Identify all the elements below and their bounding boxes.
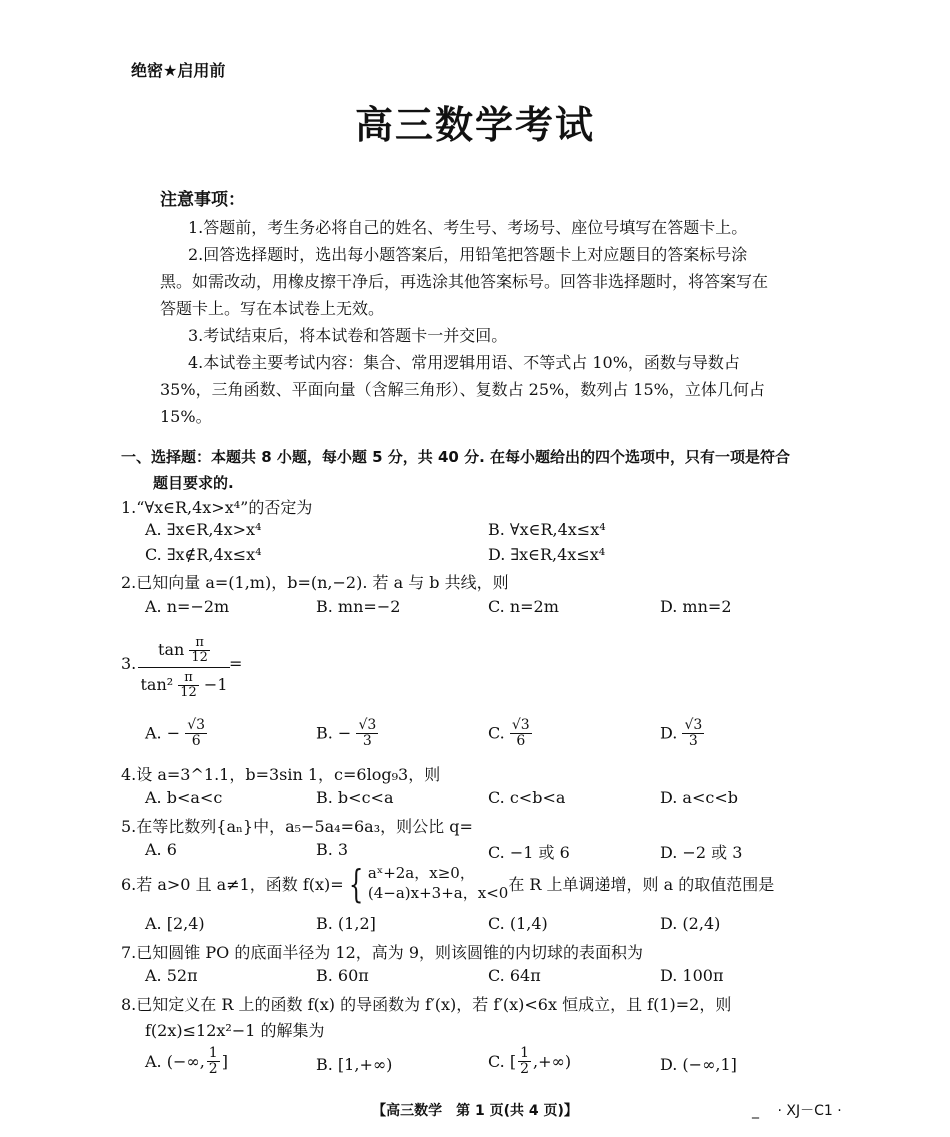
case-1: aˣ+2a，x≥0，: [367, 864, 475, 882]
option-c-post: ,+∞): [533, 1052, 572, 1072]
one-half: [207, 1046, 220, 1078]
question-3-fraction: [138, 633, 230, 702]
question-7-option-b: B. 60π: [316, 966, 369, 985]
six: 6: [191, 733, 201, 750]
notice-line-4: 答题卡上。写在本试卷上无效。: [160, 299, 385, 318]
notice-line-7: 35%，三角函数、平面向量（含解三角形）、复数占 25%，数列占 15%，立体几何占: [160, 380, 765, 399]
sqrt3-over-3: [682, 718, 704, 750]
question-5-stem: 5.在等比数列{aₙ}中，a₅−5a₄=6a₃，则公比 q=: [121, 817, 473, 836]
question-3-number: 3.: [121, 654, 137, 673]
sqrt3-over-3: [356, 718, 378, 750]
question-3-option-a: [145, 718, 207, 750]
question-8-stem-line1: 8.已知定义在 R 上的函数 f(x) 的导函数为 f′(x)，若 f′(x)<6x 恒成立，且 f(1)=2，则: [121, 995, 732, 1014]
question-2-option-a: A. n=−2m: [145, 597, 230, 616]
option-label: D.: [660, 723, 678, 743]
sqrt3: √3: [684, 717, 703, 733]
notice-line-6: 4.本试卷主要考试内容：集合、常用逻辑用语、不等式占 10%，函数与导数占: [188, 353, 740, 372]
question-4-stem: 4.设 a=3^1.1，b=3sin 1，c=6log₉3，则: [121, 765, 441, 784]
question-4-option-a: A. b<a<c: [145, 788, 223, 807]
question-6-option-a: A. [2,4): [145, 914, 205, 933]
sqrt3: √3: [358, 717, 377, 733]
three: 3: [688, 733, 698, 750]
question-4-option-b: B. b<c<a: [316, 788, 394, 807]
question-1-option-c: C. ∃x∉R,4x≤x⁴: [145, 545, 262, 564]
six: 6: [516, 733, 526, 750]
one: 1: [208, 1045, 218, 1061]
notice-line-5: 3.考试结束后，将本试卷和答题卡一并交回。: [188, 326, 508, 345]
question-6-option-c: C. (1,4): [488, 914, 548, 933]
page-title: 高三数学考试: [354, 103, 595, 147]
one: 1: [520, 1045, 530, 1061]
question-4-option-d: D. a<c<b: [660, 788, 738, 807]
question-3-option-b: [316, 718, 378, 750]
question-2-option-d: D. mn=2: [660, 597, 732, 616]
question-6-option-b: B. (1,2]: [316, 914, 376, 933]
section-heading-cont: 题目要求的.: [153, 474, 234, 492]
question-5-option-d: D. −2 或 3: [660, 843, 743, 862]
option-label: B. −: [316, 723, 352, 743]
question-3-equals: =: [229, 654, 243, 673]
twelve-label: 12: [180, 685, 197, 700]
question-3-numerator: [138, 633, 230, 668]
question-5-option-a: A. 6: [145, 840, 177, 859]
tan-label: tan: [158, 640, 185, 659]
notice-title: 注意事项：: [160, 190, 245, 210]
question-3-option-c: [488, 718, 532, 750]
sqrt3: √3: [187, 717, 206, 733]
option-label: C.: [488, 723, 505, 743]
option-a-post: ]: [221, 1052, 228, 1072]
pi-symbol: π: [178, 671, 199, 686]
question-6-stem: [121, 861, 775, 906]
question-8-stem-line2: f(2x)≤12x²−1 的解集为: [145, 1021, 325, 1040]
left-brace: {: [348, 861, 364, 906]
pi-symbol: π: [189, 636, 210, 651]
question-7-stem: 7.已知圆锥 PO 的底面半径为 12，高为 9，则该圆锥的内切球的表面积为: [121, 943, 644, 962]
paper-code: _ · XJ－C1 ·: [752, 1103, 842, 1119]
question-8-option-d: D. (−∞,1]: [660, 1055, 737, 1074]
sqrt3-over-6: [185, 718, 207, 750]
question-1-option-d: D. ∃x∈R,4x≤x⁴: [488, 545, 606, 564]
notice-line-8: 15%。: [160, 407, 212, 426]
question-7-option-a: A. 52π: [145, 966, 198, 985]
question-4-option-c: C. c<b<a: [488, 788, 566, 807]
two: 2: [520, 1061, 530, 1078]
question-7-option-d: D. 100π: [660, 966, 724, 985]
sqrt3: √3: [511, 717, 530, 733]
pi-over-12: [189, 636, 210, 666]
question-1-option-b: B. ∀x∈R,4x≤x⁴: [488, 520, 606, 539]
piecewise-cases: [368, 864, 508, 903]
question-7-option-c: C. 64π: [488, 966, 541, 985]
three: 3: [362, 733, 372, 750]
question-2-stem: 2.已知向量 a=(1,m)，b=(n,−2). 若 a 与 b 共线，则: [121, 573, 509, 592]
question-3-denominator: [138, 668, 230, 702]
option-label: A. −: [145, 723, 181, 743]
twelve-label: 12: [191, 650, 208, 665]
question-8-option-b: B. [1,+∞): [316, 1055, 393, 1074]
two: 2: [208, 1061, 218, 1078]
question-1-option-a: A. ∃x∈R,4x>x⁴: [145, 520, 262, 539]
case-2: (4−a)x+3+a，x<0: [367, 883, 509, 902]
question-8-option-c: [488, 1046, 571, 1078]
question-1-stem: 1.“∀x∈R,4x>x⁴”的否定为: [121, 498, 313, 517]
section-heading: 一、选择题：本题共 8 小题，每小题 5 分，共 40 分. 在每小题给出的四个选项中，只有一项是符合: [121, 448, 791, 466]
notice-line-2: 2.回答选择题时，选出每小题答案后，用铅笔把答题卡上对应题目的答案标号涂: [188, 245, 748, 264]
confidential-mark: 绝密★启用前: [131, 61, 226, 80]
page-footer: 【高三数学 第 1 页(共 4 页)】: [372, 1103, 578, 1119]
question-6-post: 在 R 上单调递增，则 a 的取值范围是: [508, 875, 775, 894]
minus-one: −1: [203, 675, 228, 694]
notice-line-1: 1.答题前，考生务必将自己的姓名、考生号、考场号、座位号填写在答题卡上。: [188, 218, 748, 237]
option-a-pre: A. (−∞,: [145, 1052, 205, 1072]
question-6-option-d: D. (2,4): [660, 914, 721, 933]
one-half: [518, 1046, 531, 1078]
question-8-option-a: [145, 1046, 228, 1078]
question-2-option-b: B. mn=−2: [316, 597, 401, 616]
question-5-option-b: B. 3: [316, 840, 349, 859]
question-5-option-c: C. −1 或 6: [488, 843, 570, 862]
question-2-option-c: C. n=2m: [488, 597, 559, 616]
tan-squared-label: tan²: [140, 675, 174, 694]
question-6-pre: 6.若 a>0 且 a≠1，函数 f(x)=: [121, 875, 344, 894]
notice-line-3: 黑。如需改动，用橡皮擦干净后，再选涂其他答案标号。回答非选择题时，将答案写在: [160, 272, 769, 291]
question-3-option-d: [660, 718, 704, 750]
option-c-pre: C. [: [488, 1052, 517, 1072]
sqrt3-over-6: [510, 718, 532, 750]
pi-over-12-den: [178, 671, 199, 701]
